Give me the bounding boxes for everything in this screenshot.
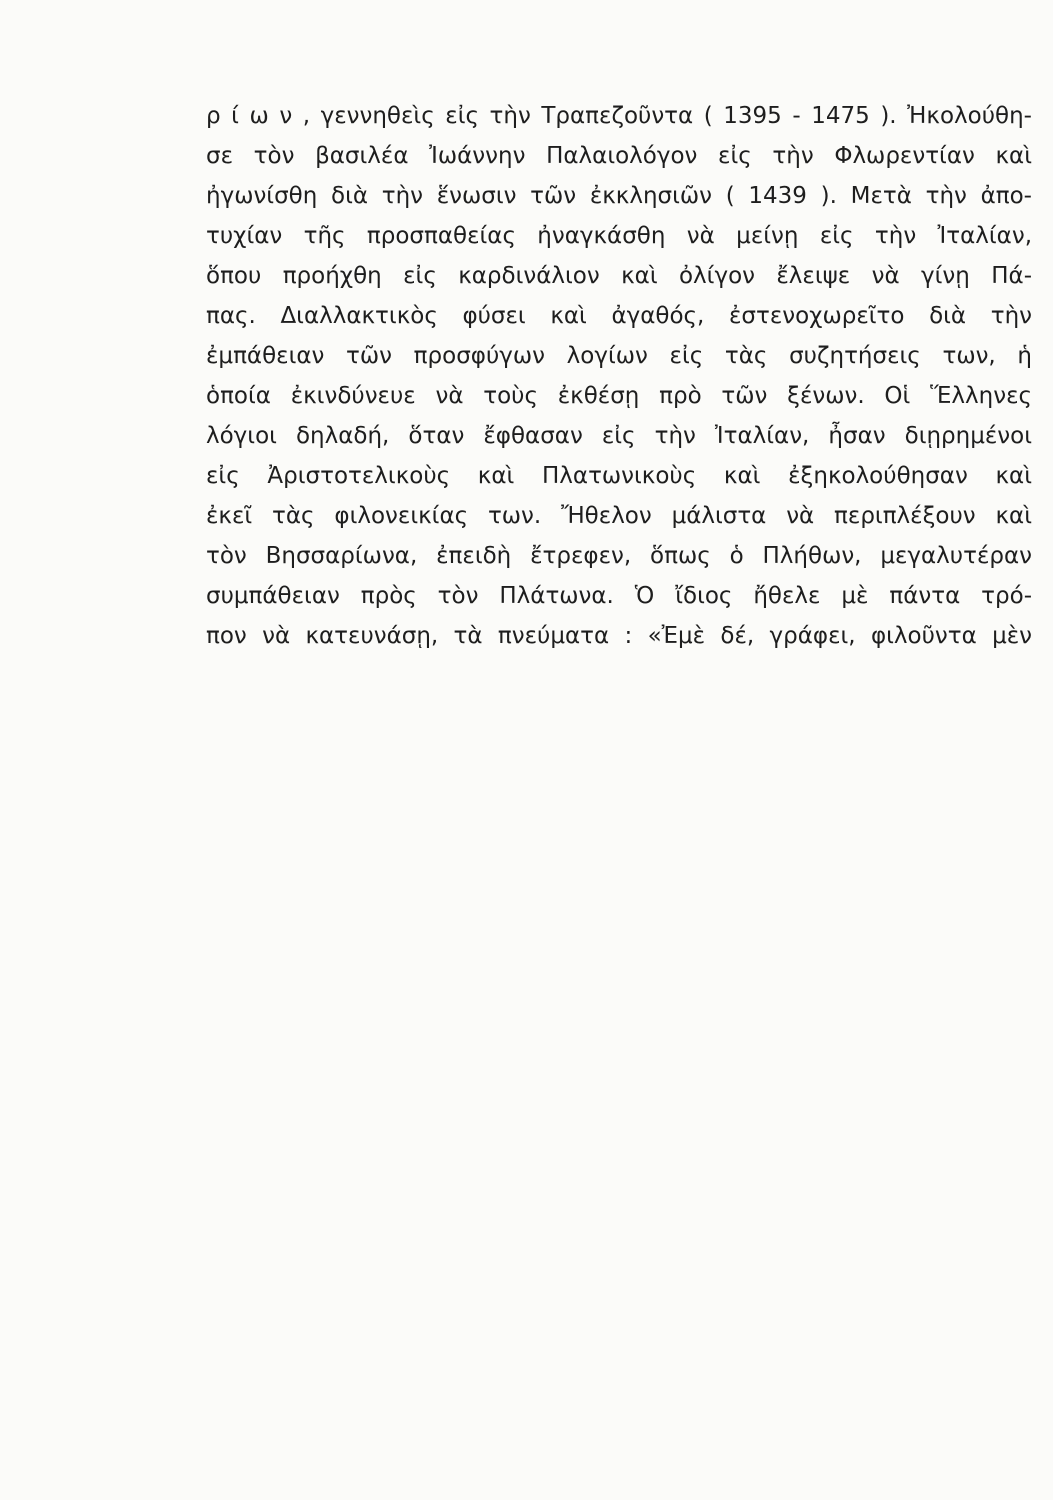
text-line: ὁποία ἐκινδύνευε νὰ τοὺς ἐκθέσῃ πρὸ τῶν ξένων. Οἱ Ἕλληνες xyxy=(206,383,1032,409)
text-line: ἠγωνίσθη διὰ τὴν ἕνωσιν τῶν ἐκκλησιῶν ( 1439 ). Μετὰ τὴν ἀπο- xyxy=(206,183,1032,209)
text-line: λόγιοι δηλαδή, ὅταν ἔφθασαν εἰς τὴν Ἰταλίαν, ἦσαν διῃρημένοι xyxy=(206,423,1032,449)
text-line: εἰς Ἀριστοτελικοὺς καὶ Πλατωνικοὺς καὶ ἐξηκολούθησαν καὶ xyxy=(206,463,1032,489)
text-line: ρ ί ω ν , γεννηθεὶς εἰς τὴν Τραπεζοῦντα ( 1395 - 1475 ). Ἠκολούθη- xyxy=(206,103,1032,129)
text-line: πας. Διαλλακτικὸς φύσει καὶ ἀγαθός, ἐστενοχωρεῖτο διὰ τὴν xyxy=(206,303,1032,329)
text-line: τυχίαν τῆς προσπαθείας ἠναγκάσθη νὰ μείνῃ εἰς τὴν Ἰταλίαν, xyxy=(206,223,1032,249)
text-line: συμπάθειαν πρὸς τὸν Πλάτωνα. Ὁ ἴδιος ἤθελε μὲ πάντα τρό- xyxy=(206,583,1032,609)
text-line: ὅπου προήχθη εἰς καρδινάλιον καὶ ὀλίγον ἔλειψε νὰ γίνῃ Πά- xyxy=(206,263,1032,289)
text-line: πον νὰ κατευνάσῃ, τὰ πνεύματα : «Ἐμὲ δέ, γράφει, φιλοῦντα μὲν xyxy=(206,623,1032,649)
text-line: ἐμπάθειαν τῶν προσφύγων λογίων εἰς τὰς συζητήσεις των, ἡ xyxy=(206,343,1032,369)
text-line: σε τὸν βασιλέα Ἰωάννην Παλαιολόγον εἰς τὴν Φλωρεντίαν καὶ xyxy=(206,143,1032,169)
text-line: τὸν Βησσαρίωνα, ἐπειδὴ ἔτρεφεν, ὅπως ὁ Πλήθων, μεγαλυτέραν xyxy=(206,543,1032,569)
text-line: ἐκεῖ τὰς φιλονεικίας των. Ἤθελον μάλιστα νὰ περιπλέξουν καὶ xyxy=(206,503,1032,529)
